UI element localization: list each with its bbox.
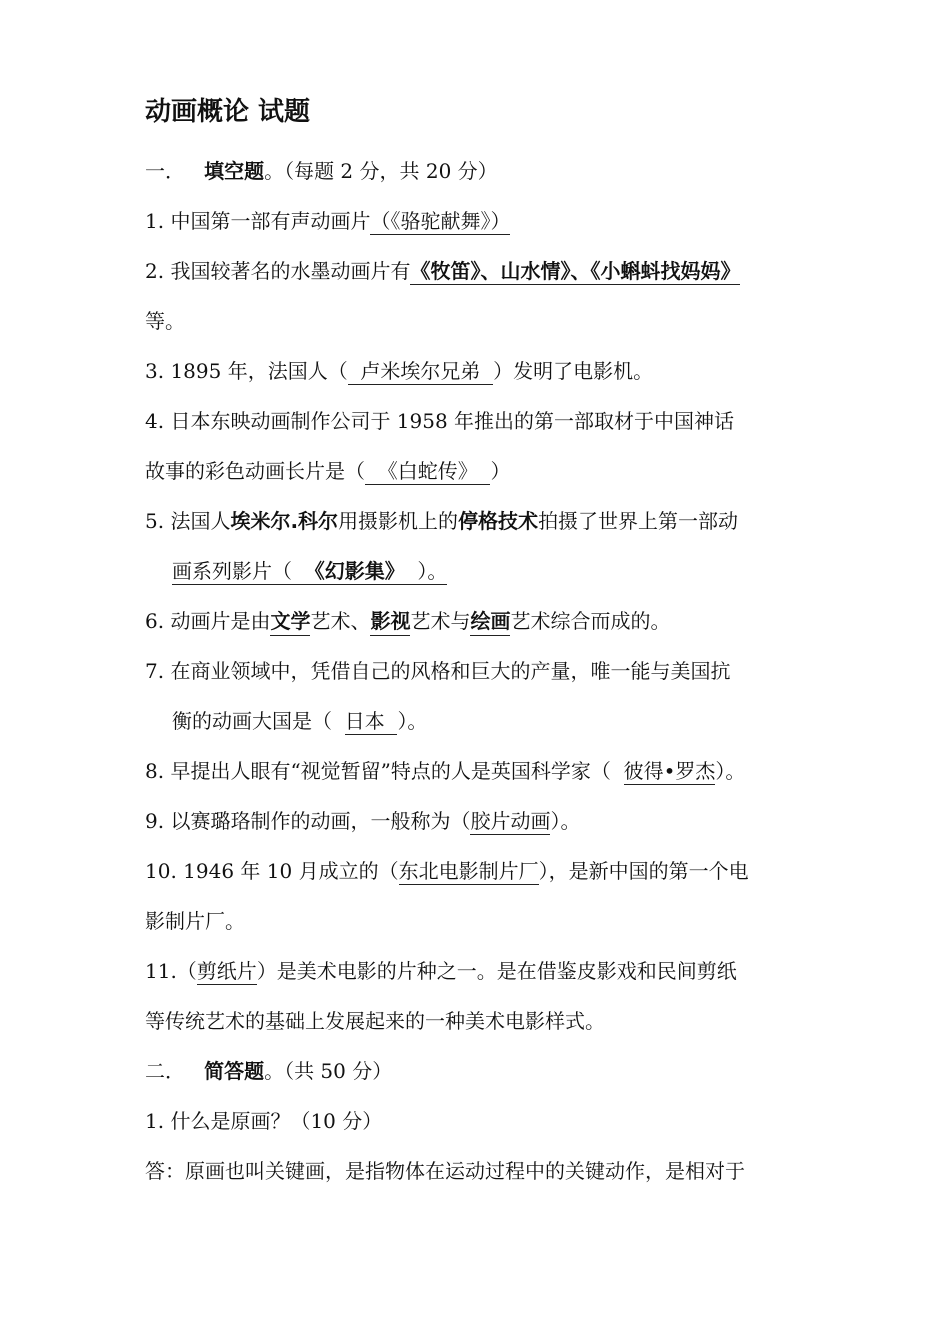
short-answer-response-1: 答：原画也叫关键画，是指物体在运动过程中的关键动作，是相对于: [145, 1159, 745, 1183]
question-text-end: ），是新中国的第一个电: [538, 859, 749, 883]
question-text-end: ）。: [404, 559, 448, 583]
answer: 剪纸片: [196, 959, 257, 983]
answer: 卢米埃尔兄弟: [347, 359, 494, 383]
question-10-continued: 影制片厂。: [145, 909, 245, 933]
answer: 《白蛇传》: [365, 459, 491, 483]
question-text: 1. 中国第一部有声动画片: [145, 209, 371, 233]
question-text: 6. 动画片是由: [145, 609, 271, 633]
question-11: [145, 957, 737, 985]
question-text: 画系列影片（: [172, 559, 305, 583]
section-number: 一．: [145, 159, 185, 183]
short-answer-question-1: 1. 什么是原画？（10 分）: [145, 1109, 383, 1133]
question-text: 9. 以赛璐珞制作的动画，一般称为（: [145, 809, 471, 833]
question-text-end: ）。: [397, 709, 428, 733]
answer: 胶片动画: [470, 809, 551, 833]
section-title: 填空题: [204, 159, 265, 183]
answer: 彼得•罗杰: [623, 759, 716, 783]
section-note: 。（每题 2 分，共 20 分）: [264, 159, 498, 183]
answer: 影视: [370, 609, 410, 636]
question-text: 艺术与: [410, 609, 471, 633]
question-6: [145, 607, 670, 635]
question-8: [145, 757, 745, 785]
question-text: 用摄影机上的: [338, 509, 459, 533]
question-3: [145, 357, 653, 385]
question-text-end: 艺术综合而成的。: [510, 609, 671, 633]
section-two-heading: [145, 1057, 392, 1085]
bold-term: 停格技术: [458, 509, 539, 533]
question-text: 11.（: [145, 959, 197, 983]
question-10: [145, 857, 749, 885]
answer: 日本: [344, 709, 398, 733]
section-number: 二．: [145, 1059, 185, 1083]
document-title: 动画概论 试题: [145, 97, 311, 127]
question-text: 衡的动画大国是（: [172, 709, 345, 733]
section-title: 简答题: [204, 1059, 265, 1083]
question-9: [145, 807, 580, 835]
question-text: 10. 1946 年 10 月成立的（: [145, 859, 399, 883]
question-text-end: ）。: [550, 809, 581, 833]
question-7-line2: [172, 707, 427, 735]
question-text: 5. 法国人: [145, 509, 231, 533]
question-5-line1: [145, 507, 738, 535]
question-text: 2. 我国较著名的水墨动画片有: [145, 259, 411, 283]
question-2: [145, 257, 740, 285]
question-7-line1: 7. 在商业领域中，凭借自己的风格和巨大的产量，唯一能与美国抗: [145, 659, 731, 683]
answer: 《牧笛》、山水情》、《小蝌蚪找妈妈》: [410, 259, 741, 283]
bold-term: 埃米尔.科尔: [230, 509, 339, 533]
question-2-continued: 等。: [145, 309, 185, 333]
question-4-line1: 4. 日本东映动画制作公司于 1958 年推出的第一部取材于中国神话: [145, 409, 735, 433]
question-text: 艺术、: [310, 609, 371, 633]
question-5-line2: [172, 557, 447, 585]
question-text: 8. 早提出人眼有“视觉暂留”特点的人是英国科学家（: [145, 759, 624, 783]
answer: 文学: [270, 609, 310, 636]
section-one-heading: [145, 157, 498, 185]
question-text-end: ）是美术电影的片种之一。是在借鉴皮影戏和民间剪纸: [256, 959, 737, 983]
question-text: 故事的彩色动画长片是（: [145, 459, 365, 483]
question-1: [145, 207, 510, 235]
question-text-end: ）发明了电影机。: [493, 359, 654, 383]
question-11-continued: 等传统艺术的基础上发展起来的一种美术电影样式。: [145, 1009, 605, 1033]
question-text: 3. 1895 年，法国人（: [145, 359, 348, 383]
section-note: 。（共 50 分）: [264, 1059, 393, 1083]
answer: （《骆驼献舞》）: [370, 209, 511, 233]
answer: 《幻影集》: [304, 559, 405, 583]
question-4-line2: [145, 457, 510, 485]
answer: 绘画: [470, 609, 510, 636]
answer: 东北电影制片厂: [398, 859, 539, 883]
question-text-end: ）。: [715, 759, 746, 783]
answer-group: [172, 558, 447, 585]
question-text: 拍摄了世界上第一部动: [538, 509, 739, 533]
question-text-end: ）: [490, 459, 511, 483]
